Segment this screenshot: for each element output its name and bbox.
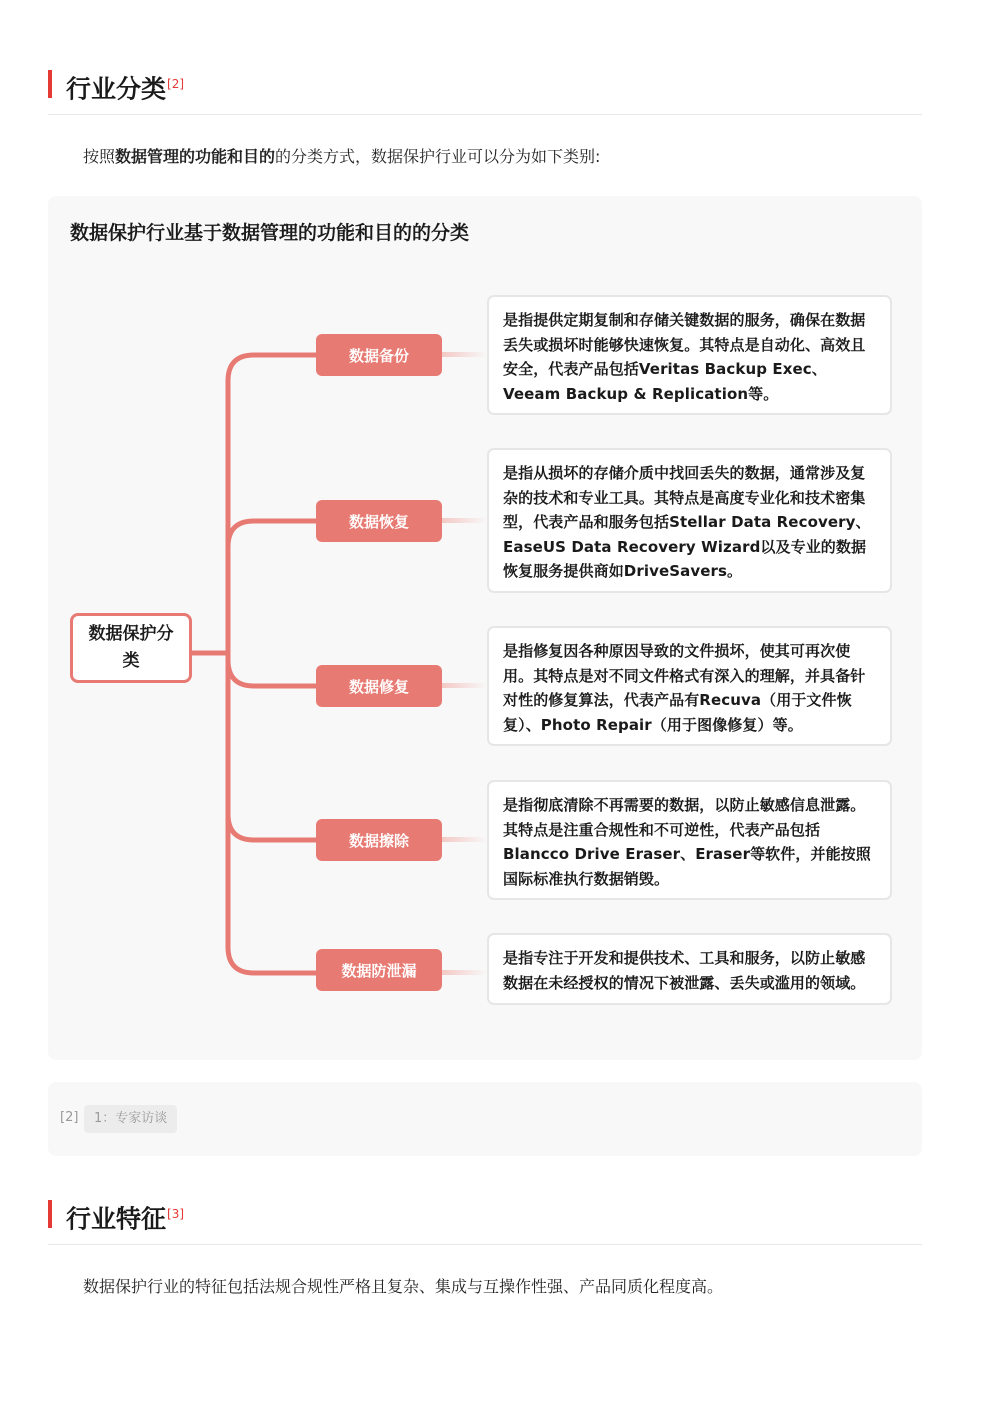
branch-node-repair: 数据修复 [316,665,442,707]
branch-desc-repair: 是指修复因各种原因导致的文件损坏，使其可再次使用。其特点是对不同文件格式有深入的理解，并具备针对性的修复算法，代表产品有Recuva（用于文件恢复）、Photo Repair（用于图像修复）等。 [487,626,892,746]
section-accent-bar [48,70,52,98]
branch-desc-dlp: 是指专注于开发和提供技术、工具和服务，以防止敏感数据在未经授权的情况下被泄露、丢失或滥用的领域。 [487,933,892,1005]
branch-node-erasure: 数据擦除 [316,819,442,861]
reference-source-chip[interactable]: 1：专家访谈 [84,1105,177,1133]
branch-desc-erasure: 是指彻底清除不再需要的数据，以防止敏感信息泄露。其特点是注重合规性和不可逆性，代表产品包括Blancco Drive Eraser、Eraser等软件，并能按照国际标准执行数据销毁。 [487,780,892,900]
branch-node-recovery: 数据恢复 [316,500,442,542]
reference-box [48,1082,922,1156]
classification-diagram [48,196,922,1060]
branch-desc-backup: 是指提供定期复制和存储关键数据的服务，确保在数据丢失或损坏时能够快速恢复。其特点是自动化、高效且安全，代表产品包括Veritas Backup Exec、Veeam Backup & Replication等。 [487,295,892,415]
section-title: 行业分类[2] [66,74,185,104]
branch-node-dlp: 数据防泄漏 [316,949,442,991]
citation-link[interactable]: [3] [167,1207,185,1221]
features-paragraph: 数据保护行业的特征包括法规合规性严格且复杂、集成与互操作性强、产品同质化程度高。 [83,1277,724,1296]
branch-node-backup: 数据备份 [316,334,442,376]
section-title: 行业特征[3] [66,1204,185,1234]
reference-number: [2] [60,1110,79,1125]
branch-desc-recovery: 是指从损坏的存储介质中找回丢失的数据，通常涉及复杂的技术和专业工具。其特点是高度专业化和技术密集型，代表产品和服务包括Stellar Data Recovery、EaseUS Data Recovery Wizard以及专业的数据恢复服务提供商如DriveSavers。 [487,448,892,593]
section-header-features [48,1196,922,1245]
citation-link[interactable]: [2] [167,77,185,91]
section-header-classification [48,66,922,115]
section-accent-bar [48,1200,52,1228]
diagram-title: 数据保护行业基于数据管理的功能和目的的分类 [70,222,470,244]
intro-paragraph: 按照数据管理的功能和目的的分类方式，数据保护行业可以分为如下类别: [83,147,601,166]
root-node: 数据保护分类 [70,613,192,683]
